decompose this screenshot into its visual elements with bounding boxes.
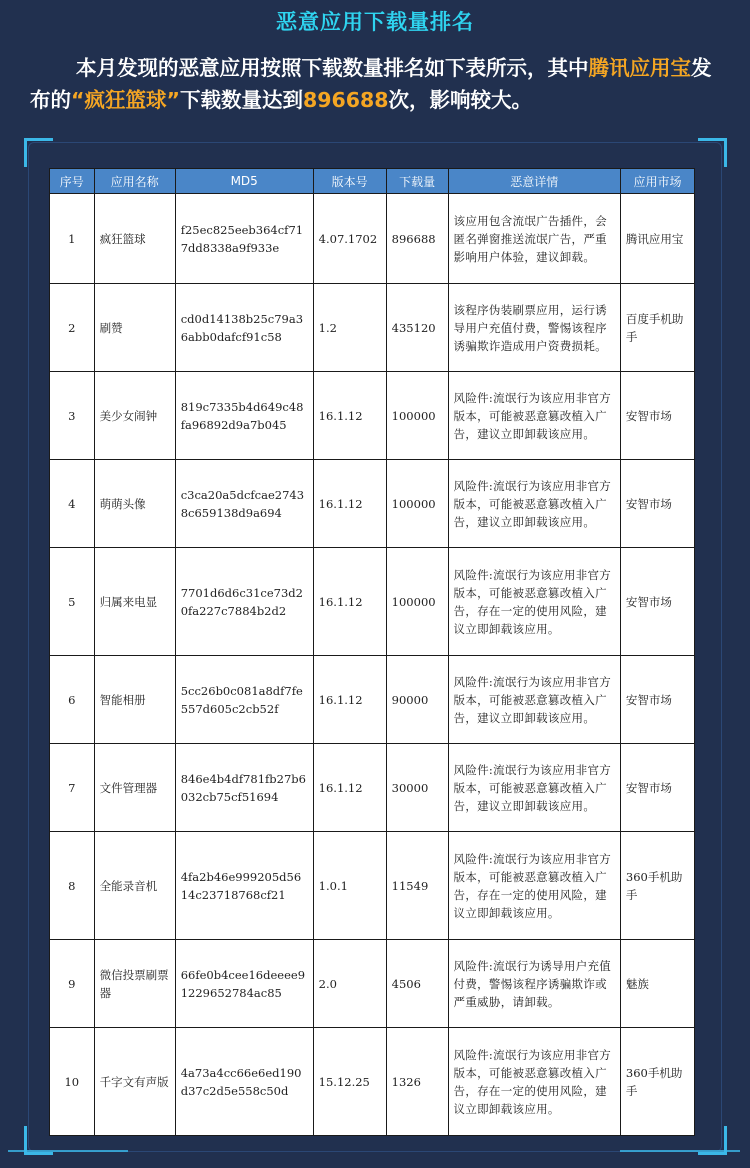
cell-market: 360手机助手 bbox=[620, 832, 694, 940]
cell-app-name: 千字文有声版 bbox=[94, 1028, 175, 1136]
cell-market: 腾讯应用宝 bbox=[620, 194, 694, 284]
cell-downloads: 4506 bbox=[386, 940, 448, 1028]
cell-app-name: 文件管理器 bbox=[94, 744, 175, 832]
intro-market-highlight: 腾讯应用宝 bbox=[588, 56, 691, 80]
cell-downloads: 896688 bbox=[386, 194, 448, 284]
cell-version: 2.0 bbox=[313, 940, 386, 1028]
table-row bbox=[50, 940, 695, 1028]
header-market: 应用市场 bbox=[620, 169, 694, 194]
header-version: 版本号 bbox=[313, 169, 386, 194]
intro-text-3: 下载数量达到 bbox=[179, 88, 303, 112]
table-row bbox=[50, 194, 695, 284]
cell-index: 5 bbox=[50, 548, 95, 656]
table-row bbox=[50, 460, 695, 548]
cell-detail: 风险件:流氓行为该应用非官方版本，可能被恶意篡改植入广告，建议立即卸载该应用。 bbox=[448, 656, 620, 744]
cell-version: 1.2 bbox=[313, 284, 386, 372]
cell-downloads: 100000 bbox=[386, 460, 448, 548]
cell-md5: 819c7335b4d649c48fa96892d9a7b045 bbox=[175, 372, 313, 460]
intro-text-4: 次，影响较大。 bbox=[388, 88, 533, 112]
cell-app-name: 智能相册 bbox=[94, 656, 175, 744]
cell-app-name: 微信投票刷票器 bbox=[94, 940, 175, 1028]
page-title: 恶意应用下载量排名 bbox=[276, 10, 474, 34]
frame-glow-right bbox=[620, 1150, 740, 1152]
cell-downloads: 100000 bbox=[386, 548, 448, 656]
intro-text-2: 发布的 bbox=[30, 56, 712, 112]
cell-md5: 846e4b4df781fb27b6032cb75cf51694 bbox=[175, 744, 313, 832]
cell-index: 8 bbox=[50, 832, 95, 940]
cell-detail: 风险件:流氓行为该应用非官方版本，可能被恶意篡改植入广告，建议立即卸载该应用。 bbox=[448, 460, 620, 548]
cell-market: 安智市场 bbox=[620, 656, 694, 744]
intro-count-highlight: 896688 bbox=[302, 88, 389, 112]
cell-index: 9 bbox=[50, 940, 95, 1028]
header-downloads: 下载量 bbox=[386, 169, 448, 194]
cell-market: 安智市场 bbox=[620, 744, 694, 832]
table-row bbox=[50, 744, 695, 832]
cell-market: 百度手机助手 bbox=[620, 284, 694, 372]
cell-version: 16.1.12 bbox=[313, 460, 386, 548]
cell-app-name: 萌萌头像 bbox=[94, 460, 175, 548]
cell-md5: 7701d6d6c31ce73d20fa227c7884b2d2 bbox=[175, 548, 313, 656]
table-row bbox=[50, 1028, 695, 1136]
table-row bbox=[50, 832, 695, 940]
table-row bbox=[50, 372, 695, 460]
table-row bbox=[50, 656, 695, 744]
cell-index: 10 bbox=[50, 1028, 95, 1136]
cell-market: 安智市场 bbox=[620, 372, 694, 460]
cell-detail: 风险件:流氓行为该应用非官方版本，可能被恶意篡改植入广告，存在一定的使用风险，建议立即卸载该应用。 bbox=[448, 548, 620, 656]
cell-detail: 风险件:流氓行为该应用非官方版本，可能被恶意篡改植入广告，建议立即卸载该应用。 bbox=[448, 372, 620, 460]
cell-index: 7 bbox=[50, 744, 95, 832]
header-app-name: 应用名称 bbox=[94, 169, 175, 194]
table-header-row bbox=[50, 169, 695, 194]
cell-market: 安智市场 bbox=[620, 548, 694, 656]
cell-app-name: 归属来电显 bbox=[94, 548, 175, 656]
cell-version: 16.1.12 bbox=[313, 372, 386, 460]
cell-downloads: 90000 bbox=[386, 656, 448, 744]
cell-market: 魅族 bbox=[620, 940, 694, 1028]
cell-app-name: 美少女闹钟 bbox=[94, 372, 175, 460]
cell-index: 4 bbox=[50, 460, 95, 548]
cell-downloads: 435120 bbox=[386, 284, 448, 372]
cell-version: 16.1.12 bbox=[313, 744, 386, 832]
table-row bbox=[50, 284, 695, 372]
cell-version: 1.0.1 bbox=[313, 832, 386, 940]
cell-md5: 5cc26b0c081a8df7fe557d605c2cb52f bbox=[175, 656, 313, 744]
cell-md5: c3ca20a5dcfcae27438c659138d9a694 bbox=[175, 460, 313, 548]
header-md5: MD5 bbox=[175, 169, 313, 194]
cell-detail: 风险件:流氓行为该应用非官方版本，可能被恶意篡改植入广告，建议立即卸载该应用。 bbox=[448, 744, 620, 832]
cell-version: 16.1.12 bbox=[313, 548, 386, 656]
cell-detail: 风险件:流氓行为该应用非官方版本，可能被恶意篡改植入广告，存在一定的使用风险，建议立即卸载该应用。 bbox=[448, 1028, 620, 1136]
cell-app-name: 疯狂篮球 bbox=[94, 194, 175, 284]
intro-text-1: 本月发现的恶意应用按照下载数量排名如下表所示，其中 bbox=[76, 56, 589, 80]
cell-downloads: 30000 bbox=[386, 744, 448, 832]
cell-index: 3 bbox=[50, 372, 95, 460]
cell-md5: 4fa2b46e999205d5614c23718768cf21 bbox=[175, 832, 313, 940]
cell-md5: 4a73a4cc66e6ed190d37c2d5e558c50d bbox=[175, 1028, 313, 1136]
malware-ranking-table bbox=[49, 168, 695, 1136]
cell-version: 16.1.12 bbox=[313, 656, 386, 744]
header-index: 序号 bbox=[50, 169, 95, 194]
cell-downloads: 100000 bbox=[386, 372, 448, 460]
header-detail: 恶意详情 bbox=[448, 169, 620, 194]
cell-market: 安智市场 bbox=[620, 460, 694, 548]
cell-downloads: 11549 bbox=[386, 832, 448, 940]
cell-md5: f25ec825eeb364cf717dd8338a9f933e bbox=[175, 194, 313, 284]
cell-version: 15.12.25 bbox=[313, 1028, 386, 1136]
cell-app-name: 刷赞 bbox=[94, 284, 175, 372]
cell-index: 2 bbox=[50, 284, 95, 372]
intro-paragraph bbox=[30, 52, 730, 116]
cell-market: 360手机助手 bbox=[620, 1028, 694, 1136]
frame-glow-left bbox=[8, 1150, 128, 1152]
cell-index: 1 bbox=[50, 194, 95, 284]
table-row bbox=[50, 548, 695, 656]
cell-version: 4.07.1702 bbox=[313, 194, 386, 284]
cell-detail: 该应用包含流氓广告插件，会匿名弹窗推送流氓广告，严重影响用户体验，建议卸载。 bbox=[448, 194, 620, 284]
cell-app-name: 全能录音机 bbox=[94, 832, 175, 940]
intro-app-highlight: “疯狂篮球” bbox=[71, 88, 180, 112]
cell-detail: 风险件:流氓行为诱导用户充值付费，警惕该程序诱骗欺诈或严重威胁，请卸载。 bbox=[448, 940, 620, 1028]
cell-downloads: 1326 bbox=[386, 1028, 448, 1136]
cell-detail: 该程序伪装刷票应用，运行诱导用户充值付费，警惕该程序诱骗欺诈造成用户资费损耗。 bbox=[448, 284, 620, 372]
frame-corner-top-left bbox=[24, 138, 53, 167]
frame-corner-top-right bbox=[698, 138, 727, 167]
cell-md5: 66fe0b4cee16deeee91229652784ac85 bbox=[175, 940, 313, 1028]
cell-md5: cd0d14138b25c79a36abb0dafcf91c58 bbox=[175, 284, 313, 372]
cell-detail: 风险件:流氓行为该应用非官方版本，可能被恶意篡改植入广告，存在一定的使用风险，建议立即卸载该应用。 bbox=[448, 832, 620, 940]
cell-index: 6 bbox=[50, 656, 95, 744]
